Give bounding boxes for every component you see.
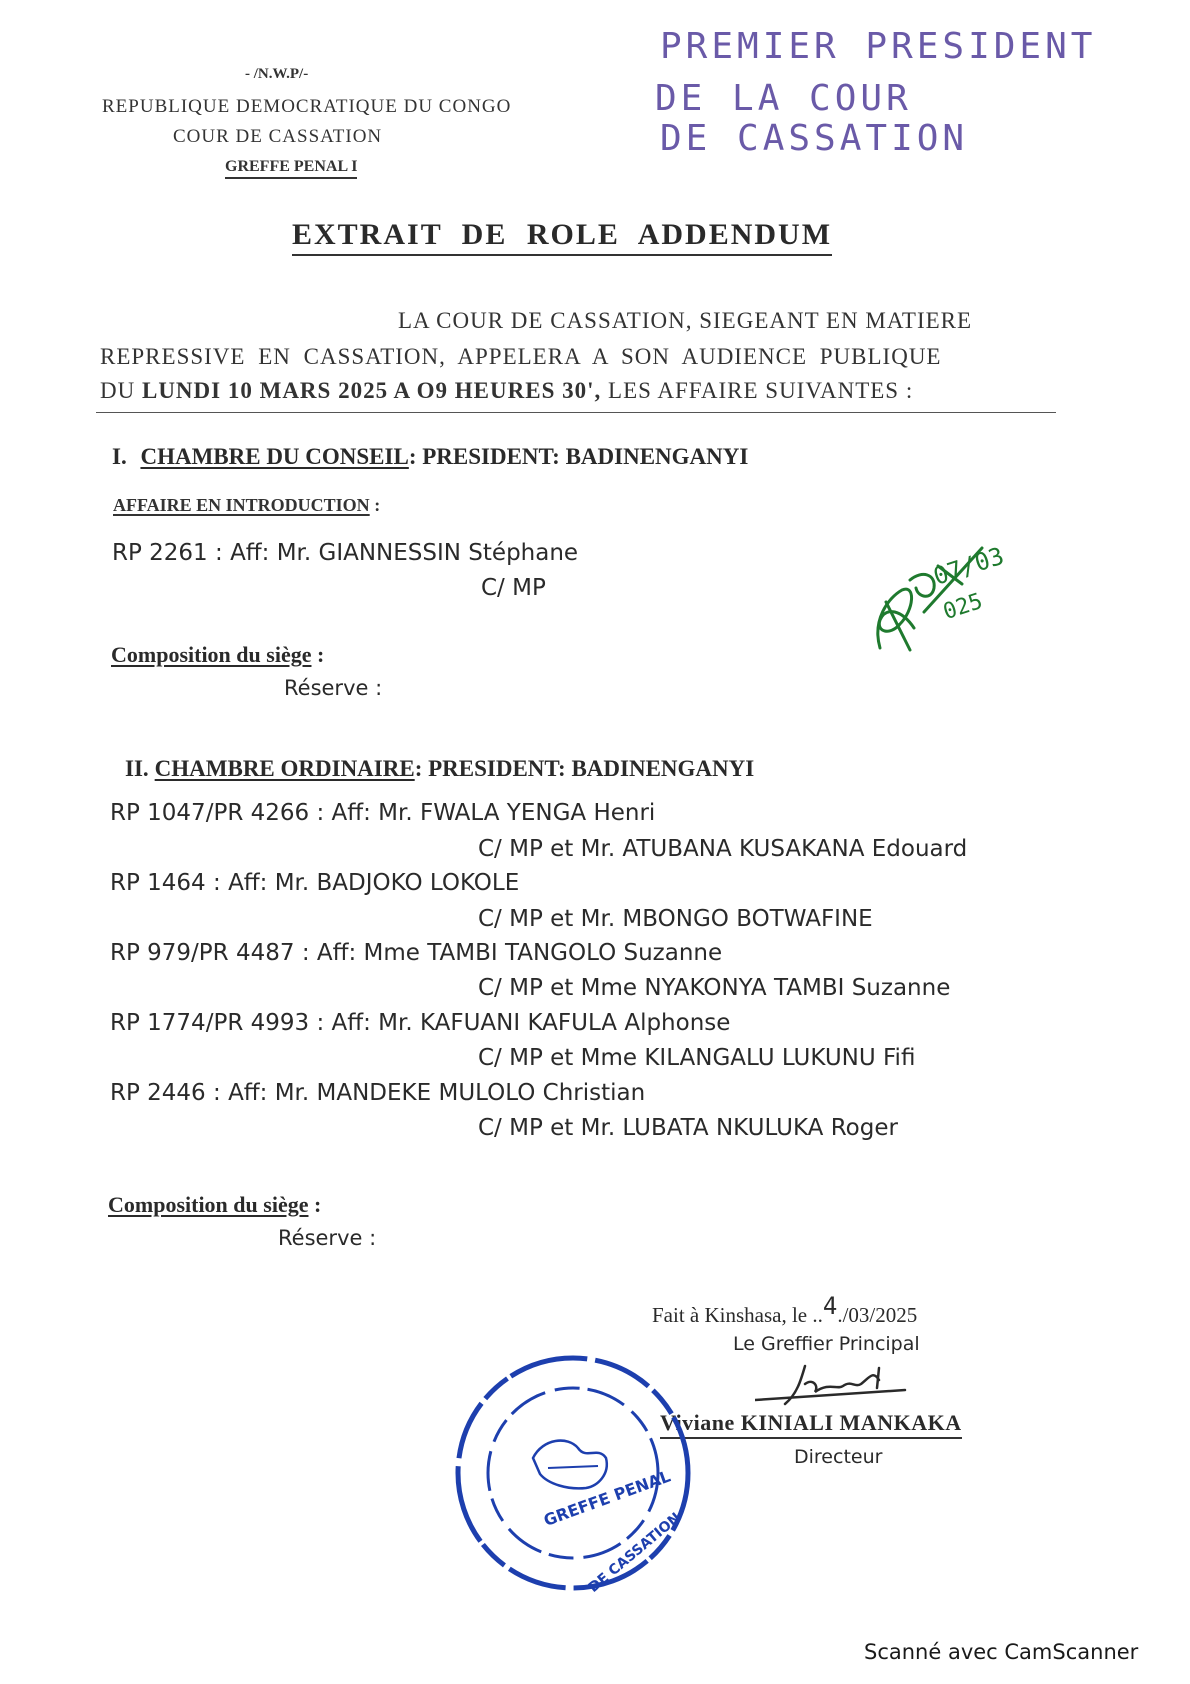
hearing-date: LUNDI 10 MARS 2025 A O9 HEURES 30', — [141, 378, 602, 403]
section1-subheading-colon: : — [369, 495, 381, 515]
case-3-ref: RP 979/PR 4487 : Aff: Mme TAMBI TANGOLO Suzanne — [110, 940, 723, 966]
header-republic: REPUBLIQUE DEMOCRATIQUE DU CONGO — [102, 96, 512, 117]
section1-subheading — [113, 495, 380, 516]
initials-date-top: 07/03 — [929, 541, 1008, 591]
section1-numeral: I. — [112, 444, 127, 469]
handwritten-note-line1: PREMIER PRESIDENT — [660, 26, 1097, 67]
section2-reserve: Réserve : — [278, 1226, 377, 1250]
case-2-ref: RP 1464 : Aff: Mr. BADJOKO LOKOLE — [110, 870, 520, 896]
section1-subheading-label: AFFAIRE EN INTRODUCTION — [113, 495, 370, 515]
intro-line-2: REPRESSIVE EN CASSATION, APPELERA A SON AUDIENCE PUBLIQUE — [100, 344, 942, 369]
signer-name: Viviane KINIALI MANKAKA — [660, 1410, 962, 1439]
header-court: COUR DE CASSATION — [173, 126, 383, 147]
section2-heading — [125, 756, 754, 782]
case-3-against: C/ MP et Mme NYAKONYA TAMBI Suzanne — [478, 975, 951, 1001]
intro-divider — [96, 412, 1056, 413]
section1-president: : PRESIDENT: BADINENGANYI — [408, 444, 749, 469]
case-2-against: C/ MP et Mr. MBONGO BOTWAFINE — [478, 906, 873, 932]
header-registry: GREFFE PENAL I — [225, 158, 357, 179]
section1-reserve: Réserve : — [284, 676, 383, 700]
section1-composition — [111, 642, 324, 668]
section2-composition-label: Composition du siège — [108, 1192, 309, 1217]
case-1-against: C/ MP et Mr. ATUBANA KUSAKANA Edouard — [478, 836, 968, 862]
place-date-prefix: Fait à Kinshasa, le .. — [652, 1303, 823, 1327]
intro-line-3-suffix: LES AFFAIRE SUIVANTES : — [608, 378, 914, 403]
case-5-against: C/ MP et Mr. LUBATA NKULUKA Roger — [478, 1115, 898, 1141]
section1-chamber: CHAMBRE DU CONSEIL — [140, 444, 409, 469]
signer-title: Directeur — [794, 1446, 883, 1468]
section2-composition — [108, 1192, 321, 1218]
page-title: EXTRAIT DE ROLE ADDENDUM — [292, 218, 832, 256]
place-date-suffix: ./03/2025 — [837, 1303, 918, 1327]
handwritten-note-line2: DE LA COUR — [655, 78, 912, 119]
section2-president: : PRESIDENT: BADINENGANYI — [414, 756, 755, 781]
header-nwp: - /N.W.P/- — [245, 66, 309, 82]
initials-handwritten-mark — [862, 540, 1022, 660]
section1-heading — [112, 444, 748, 470]
seal-text-left: GREFFE PENAL — [541, 1466, 673, 1531]
case-4-against: C/ MP et Mme KILANGALU LUKUNU Fifi — [478, 1045, 916, 1071]
section2-chamber: CHAMBRE ORDINAIRE — [154, 756, 415, 781]
section1-composition-label: Composition du siège — [111, 642, 312, 667]
scanner-footer: Scanné avec CamScanner — [864, 1640, 1139, 1664]
place-date — [652, 1292, 918, 1328]
intro-line-1: LA COUR DE CASSATION, SIEGEANT EN MATIERE — [398, 308, 973, 333]
seal-text-bottom: DE CASSATION — [585, 1509, 684, 1596]
case-5-ref: RP 2446 : Aff: Mr. MANDEKE MULOLO Christian — [110, 1080, 646, 1106]
signer-role: Le Greffier Principal — [733, 1333, 920, 1355]
section1-case-ref: RP 2261 : Aff: Mr. GIANNESSIN Stéphane — [112, 540, 579, 566]
section2-numeral: II. — [125, 756, 149, 781]
place-date-day: 4 — [822, 1292, 838, 1320]
section1-composition-colon: : — [311, 642, 325, 667]
intro-line-3 — [100, 378, 913, 404]
case-1-ref: RP 1047/PR 4266 : Aff: Mr. FWALA YENGA Henri — [110, 800, 656, 826]
case-4-ref: RP 1774/PR 4993 : Aff: Mr. KAFUANI KAFULA Alphonse — [110, 1010, 731, 1036]
section2-composition-colon: : — [308, 1192, 322, 1217]
official-seal — [448, 1348, 698, 1598]
intro-line-3-prefix: DU — [100, 378, 136, 403]
handwritten-note-line3: DE CASSATION — [660, 118, 969, 159]
section1-case-against: C/ MP — [481, 575, 546, 601]
initials-date-bottom: 025 — [940, 589, 986, 626]
handwritten-signature — [755, 1360, 925, 1410]
